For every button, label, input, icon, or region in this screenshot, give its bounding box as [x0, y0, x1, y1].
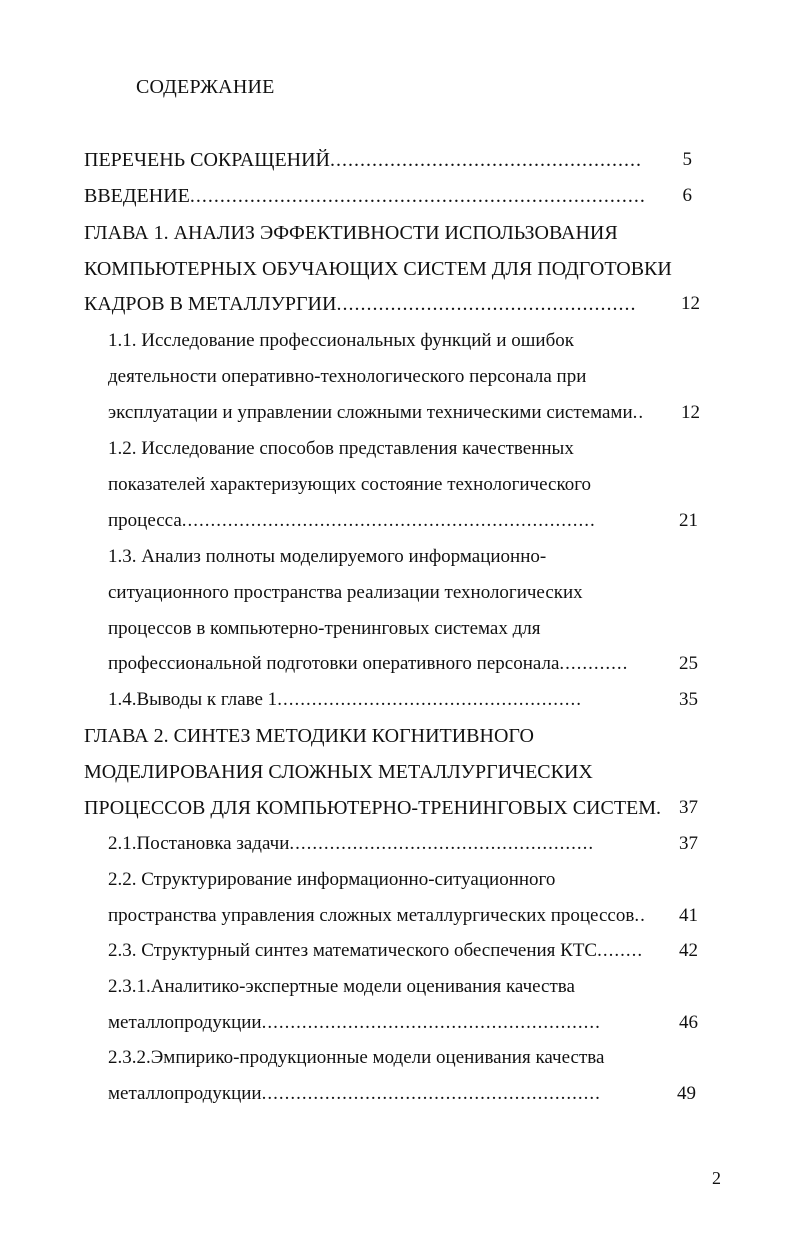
toc-entry-chapter-2-line-3[interactable]: [84, 797, 662, 819]
toc-page-number: 21: [679, 510, 698, 531]
leader-dots: ....................................................: [330, 149, 642, 171]
toc-entry-chapter-2-line-1[interactable]: ГЛАВА 2. СИНТЕЗ МЕТОДИКИ КОГНИТИВНОГО: [84, 725, 534, 747]
leader-dots: ............: [559, 653, 629, 674]
toc-title: СОДЕРЖАНИЕ: [136, 76, 275, 98]
toc-entry-chapter-1-line-1[interactable]: ГЛАВА 1. АНАЛИЗ ЭФФЕКТИВНОСТИ ИСПОЛЬЗОВАНИЯ: [84, 222, 618, 244]
toc-entry-1-1-line-1[interactable]: 1.1. Исследование профессиональных функций и ошибок: [108, 330, 574, 351]
toc-entry-2-3-1-line-2[interactable]: [108, 1012, 601, 1034]
toc-entry-2-2-line-2[interactable]: [108, 905, 646, 927]
toc-entry-introduction[interactable]: [84, 185, 646, 207]
toc-entry-list-of-abbreviations[interactable]: [84, 149, 642, 171]
leader-dots: ..................................................: [336, 293, 637, 315]
toc-page-number: 12: [681, 402, 700, 423]
toc-entry-1-3-line-3[interactable]: процессов в компьютерно-тренинговых системах для: [108, 618, 541, 639]
toc-entry-text: процесса: [108, 510, 182, 531]
toc-entry-text: ВВЕДЕНИЕ: [84, 185, 190, 207]
leader-dots: .....................................................: [289, 833, 595, 854]
toc-entry-text: ПЕРЕЧЕНЬ СОКРАЩЕНИЙ: [84, 149, 330, 171]
toc-page-number: 49: [677, 1083, 696, 1104]
toc-entry-2-3-1-line-1[interactable]: 2.3.1.Аналитико-экспертные модели оценивания качества: [108, 976, 575, 997]
toc-entry-1-3-line-1[interactable]: 1.3. Анализ полноты моделируемого информационно-: [108, 546, 547, 567]
toc-entry-text: 2.3. Структурный синтез математического обеспечения КТС: [108, 940, 598, 961]
leader-dots: ..: [634, 905, 646, 926]
leader-dots: ............................................................................: [189, 185, 646, 207]
leader-dots: ........: [597, 940, 644, 961]
toc-page-number: 37: [679, 833, 698, 854]
toc-entry-text: эксплуатации и управлении сложными техническими системами: [108, 402, 633, 423]
leader-dots: ...........................................................: [261, 1083, 601, 1104]
toc-entry-text: пространства управления сложных металлургических процессов: [108, 905, 635, 926]
toc-page-number: 6: [682, 185, 692, 206]
toc-entry-2-2-line-1[interactable]: 2.2. Структурирование информационно-ситуационного: [108, 869, 556, 890]
toc-entry-1-2-line-2[interactable]: показателей характеризующих состояние технологического: [108, 474, 592, 495]
toc-entry-text: КАДРОВ В МЕТАЛЛУРГИИ: [84, 293, 337, 315]
toc-entry-text: 2.1.Постановка задачи: [108, 833, 290, 854]
leader-dots: .....................................................: [277, 689, 582, 710]
toc-entry-chapter-1-line-3[interactable]: [84, 293, 636, 315]
toc-entry-chapter-2-line-2[interactable]: МОДЕЛИРОВАНИЯ СЛОЖНЫХ МЕТАЛЛУРГИЧЕСКИХ: [84, 761, 593, 783]
toc-page-number: 25: [679, 653, 698, 674]
toc-entry-chapter-1-line-2[interactable]: КОМПЬЮТЕРНЫХ ОБУЧАЮЩИХ СИСТЕМ ДЛЯ ПОДГОТОВКИ: [84, 258, 672, 280]
toc-entry-1-2-line-1[interactable]: 1.2. Исследование способов представления качественных: [108, 438, 574, 459]
toc-page-number: 46: [679, 1012, 698, 1033]
leader-dots: .: [656, 797, 663, 819]
toc-page-number: 5: [682, 149, 692, 170]
toc-entry-text: металлопродукции: [108, 1083, 262, 1104]
toc-entry-text: металлопродукции: [108, 1012, 262, 1033]
toc-page-number: 35: [679, 689, 698, 710]
toc-entry-2-3-2-line-1[interactable]: 2.3.2.Эмпирико-продукционные модели оценивания качества: [108, 1047, 605, 1068]
toc-entry-text: 1.4.Выводы к главе 1: [108, 689, 278, 710]
toc-entry-1-4[interactable]: [108, 689, 582, 711]
toc-page-number: 42: [679, 940, 698, 961]
toc-page-number: 41: [679, 905, 698, 926]
leader-dots: ..: [632, 402, 645, 423]
toc-entry-2-3-2-line-2[interactable]: [108, 1083, 601, 1105]
toc-entry-text: профессиональной подготовки оперативного персонала: [108, 653, 560, 674]
toc-entry-1-1-line-2[interactable]: деятельности оперативно-технологического персонала при: [108, 366, 587, 387]
leader-dots: ........................................................................: [181, 510, 596, 531]
toc-entry-1-2-line-3[interactable]: [108, 510, 596, 532]
toc-entry-2-1[interactable]: [108, 833, 594, 855]
toc-entry-1-1-line-3[interactable]: [108, 402, 644, 424]
toc-entry-2-3[interactable]: [108, 940, 643, 962]
toc-page-number: 37: [679, 797, 698, 818]
page-number: 2: [712, 1168, 721, 1188]
toc-entry-1-3-line-2[interactable]: ситуационного пространства реализации технологических: [108, 582, 583, 603]
toc-entry-text: ПРОЦЕССОВ ДЛЯ КОМПЬЮТЕРНО-ТРЕНИНГОВЫХ СИСТЕМ: [84, 797, 657, 819]
toc-page-number: 12: [681, 293, 700, 314]
toc-entry-1-3-line-4[interactable]: [108, 653, 628, 675]
leader-dots: ...........................................................: [261, 1012, 601, 1033]
